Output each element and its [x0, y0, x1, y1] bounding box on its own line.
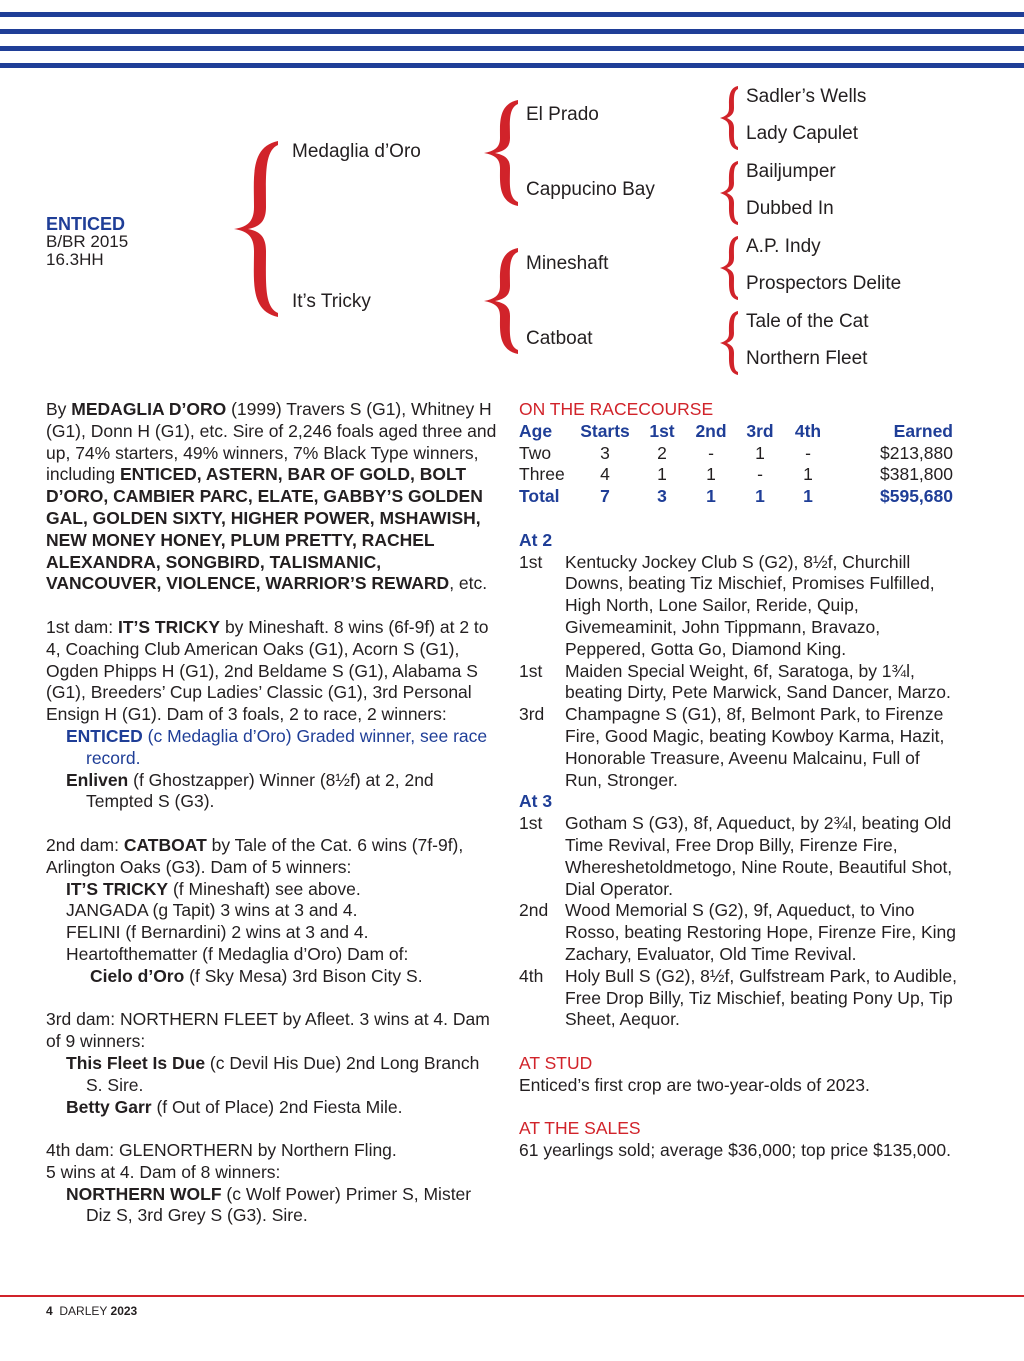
sales-text: 61 yearlings sold; average $36,000; top price $135,000. [519, 1140, 951, 1161]
footer [46, 1304, 137, 1318]
race-entry: 1st Gotham S (G3), 8f, Aqueduct, by 2¾l, beating Old Time Revival, Free Drop Billy, Firenze Fire, Whereshetoldmetogo, Nine Route, Beautiful Shot, Dial Operator. [519, 813, 953, 899]
produce-name: ENTICED [66, 725, 143, 746]
pedigree-gen3: Cappucino Bay [526, 179, 655, 200]
race-entry: 4th Holy Bull S (G2), 8½f, Gulfstream Park, to Audible, Free Drop Billy, Tiz Mischief, beating Pony Up, Tip Sheet, Aequor. [519, 965, 957, 1030]
pedigree-gen3: El Prado [526, 104, 599, 125]
produce-entry: Betty Garr (f Out of Place) 2nd Fiesta Mile. [66, 1096, 403, 1117]
fourth-dam-line: 5 wins at 4. Dam of 8 winners: [46, 1161, 281, 1182]
sales-title: AT THE SALES [519, 1118, 641, 1139]
pedigree-gen4: Sadler’s Wells [746, 86, 867, 107]
pedigree-dam: It’s Tricky [292, 291, 371, 312]
produce-entry: Cielo d’Oro (f Sky Mesa) 3rd Bison City S. [90, 965, 423, 986]
footer-year: 2023 [110, 1304, 138, 1318]
sire-winners: ENTICED, ASTERN, BAR OF GOLD, BOLT D’ORO, CAMBIER PARC, ELATE, GABBY’S GOLDEN GAL, GOLDEN SIXTY, HIGHER POWER, MSHAWISH, NEW MONEY HONEY, PLUM PRETTY, RACHEL ALEXANDRA, SONGBIRD, TALISMANIC, VANCOUVER, VIOLENCE, WARRIOR’S REWARD [46, 464, 483, 594]
produce-entry: IT’S TRICKY (f Mineshaft) see above. [66, 878, 361, 899]
horse-color-year: B/BR 2015 [46, 232, 129, 251]
at2-title: At 2 [519, 529, 553, 550]
produce-name: Cielo d’Oro [90, 965, 185, 986]
stud-text: Enticed’s first crop are two-year-olds of 2023. [519, 1074, 870, 1095]
pedigree-gen4: Dubbed In [746, 198, 834, 219]
horse-name: ENTICED [46, 214, 126, 234]
header-stripe [0, 46, 1024, 51]
header-stripe [0, 12, 1024, 17]
produce-entry: Enliven (f Ghostzapper) Winner (8½f) at 2, 2nd Tempted S (G3). [66, 769, 434, 812]
pedigree-gen4: Lady Capulet [746, 123, 858, 144]
pedigree-gen3: Catboat [526, 328, 593, 349]
pedigree-gen4: A.P. Indy [746, 236, 821, 257]
pedigree-brace-small [716, 309, 742, 377]
second-dam-name: CATBOAT [123, 834, 207, 855]
pedigree-brace-large [228, 137, 284, 321]
produce-name: Betty Garr [66, 1096, 152, 1117]
horse-height: 16.3HH [46, 250, 104, 269]
stud-title: AT STUD [519, 1052, 593, 1073]
race-entry: 1st Maiden Special Weight, 6f, Saratoga, by 1¾l, beating Dirty, Pete Marwick, Sand Dancer, Marzo. [519, 660, 951, 703]
sire-paragraph: By MEDAGLIA D’ORO (1999) Travers S (G1), Whitney H (G1), Donn H (G1), etc. Sire of 2,246 foals aged three and up, 74% starters, 49% winners, 7% Black Type winners, including ENTICED, ASTERN, BAR OF GOLD, BOLT D’ORO, CAMBIER PARC, ELATE, GABBY’S GOLDEN GAL, GOLDEN SIXTY, HIGHER POWER, MSHAWISH, NEW MONEY HONEY, PLUM PRETTY, RACHEL ALEXANDRA, SONGBIRD, TALISMANIC, VANCOUVER, VIOLENCE, WARRIOR’S REWARD, etc. [46, 399, 497, 594]
table-row: Two 3 2 - 1 - $213,880 [519, 442, 953, 463]
footer-rule [0, 1295, 1024, 1297]
produce-name: NORTHERN WOLF [66, 1183, 222, 1204]
race-entry: 1st Kentucky Jockey Club S (G2), 8½f, Churchill Downs, beating Tiz Mischief, Promises Fulfilled, High North, Lone Sailor, Reride, Quip, Givemeaminit, John Tippmann, Bravazo, Peppered, Gotta Go, Diamond King. [519, 551, 935, 659]
fourth-dam-paragraph: 4th dam: GLENORTHERN by Northern Fling. [46, 1140, 397, 1161]
pedigree-brace-medium [478, 98, 524, 208]
page-number: 4 [46, 1304, 53, 1318]
produce-name: IT’S TRICKY [66, 878, 169, 899]
pedigree-brace-small [716, 234, 742, 302]
produce-entry: NORTHERN WOLF (c Wolf Power) Primer S, Mister Diz S, 3rd Grey S (G3). Sire. [66, 1183, 472, 1226]
table-row: Three 4 1 1 - 1 $381,800 [519, 464, 953, 485]
at3-title: At 3 [519, 791, 553, 812]
at2-races [519, 552, 959, 792]
race-entry: 3rd Champagne S (G1), 8f, Belmont Park, to Firenze Fire, Good Magic, beating Kowboy Karma, Hazit, Honorable Treasure, Aveenu Malcainu, Full of Run, Stronger. [519, 704, 945, 790]
race-entry: 2nd Wood Memorial S (G2), 9f, Aqueduct, to Vino Rosso, beating Restoring Hope, Firenze Fire, King Zachary, Evaluator, Old Time Revival. [519, 900, 957, 964]
racecourse-title: ON THE RACECOURSE [519, 399, 714, 419]
racecourse-table [519, 421, 953, 508]
left-column [46, 399, 498, 1227]
pedigree-brace-medium [478, 246, 524, 356]
pedigree-gen4: Bailjumper [746, 161, 836, 182]
right-column [519, 399, 959, 1162]
pedigree-gen4: Tale of the Cat [746, 311, 869, 332]
produce-entry: ENTICED (c Medaglia d’Oro) Graded winner, see race record. [66, 725, 488, 768]
table-header-row: Age Starts 1st 2nd 3rd 4th Earned [519, 420, 953, 441]
first-dam-paragraph: 1st dam: IT’S TRICKY by Mineshaft. 8 wins (6f-9f) at 2 to 4, Coaching Club American Oaks (G1), Acorn S (G1), Ogden Phipps H (G1), 2nd Beldame S (G1), Alabama S (G1), Breeders’ Cup Ladies’ Classic (G1), 3rd Personal Ensign H (G1). Dam of 3 foals, 2 to race, 2 winners: [46, 616, 489, 725]
produce-entry: Heartofthematter (f Medaglia d’Oro) Dam of: [66, 943, 409, 964]
produce-name: Enliven [66, 769, 129, 790]
pedigree-gen3: Mineshaft [526, 253, 609, 274]
header-stripe [0, 29, 1024, 34]
third-dam-paragraph: 3rd dam: NORTHERN FLEET by Afleet. 3 wins at 4. Dam of 9 winners: [46, 1009, 490, 1052]
header-stripe [0, 63, 1024, 68]
horse-id [46, 215, 128, 269]
produce-entry: This Fleet Is Due (c Devil His Due) 2nd Long Branch S. Sire. [66, 1052, 480, 1095]
table-total-row: Total 7 3 1 1 1 $595,680 [519, 486, 953, 507]
produce-entry: JANGADA (g Tapit) 3 wins at 3 and 4. [66, 900, 358, 921]
pedigree-gen4: Prospectors Delite [746, 273, 902, 294]
second-dam-paragraph: 2nd dam: CATBOAT by Tale of the Cat. 6 wins (7f-9f), Arlington Oaks (G3). Dam of 5 winners: [46, 834, 464, 877]
pedigree-sire: Medaglia d’Oro [292, 141, 421, 162]
pedigree-gen4: Northern Fleet [746, 348, 868, 369]
produce-name: This Fleet Is Due [66, 1052, 206, 1073]
at3-races [519, 813, 959, 1031]
first-dam-name: IT’S TRICKY [117, 616, 221, 637]
pedigree-brace-small [716, 159, 742, 227]
pedigree-brace-small [716, 84, 742, 152]
footer-brand: DARLEY [59, 1304, 108, 1318]
produce-entry: FELINI (f Bernardini) 2 wins at 3 and 4. [66, 922, 369, 943]
sire-name: MEDAGLIA D’ORO [71, 399, 227, 419]
